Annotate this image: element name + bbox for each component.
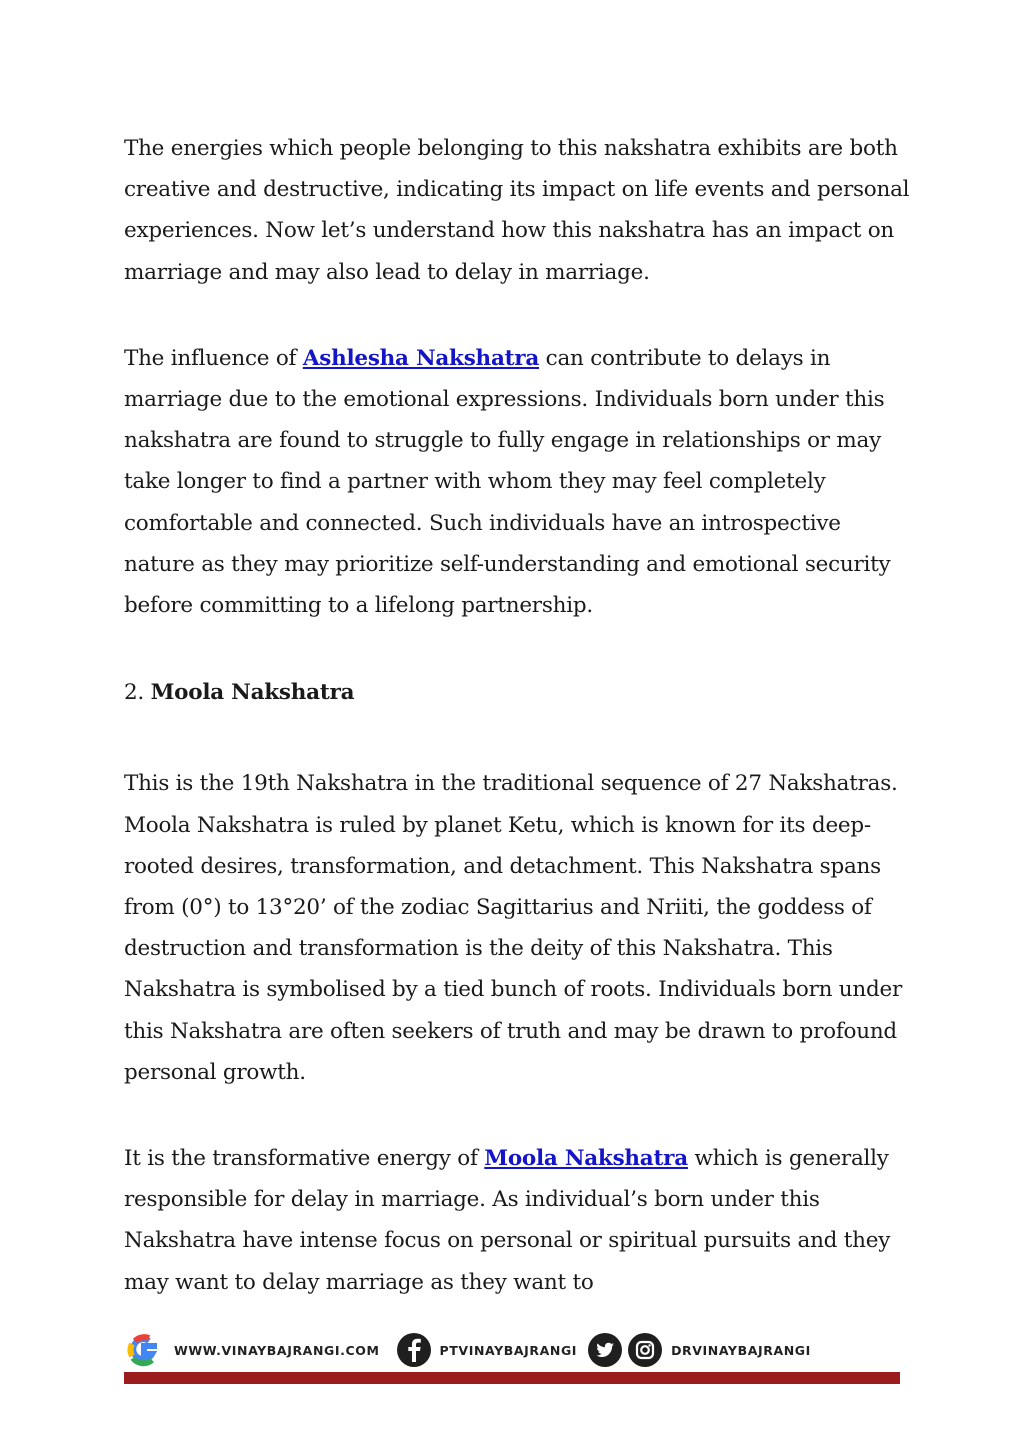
- facebook-handle[interactable]: PTVINAYBAJRANGI: [439, 1342, 578, 1358]
- paragraph-text: can contribute to delays in marriage due to the emotional expressions. Individuals born under this nakshatra are found to struggle to fully engage in relationships or may take longer to find a partner with whom they may feel completely comfortable and connected. Such individuals have an introspective nature as they may prioritize self-understanding and emotional security before committing to a lifelong partnership.: [124, 345, 891, 619]
- ashlesha-nakshatra-link[interactable]: Ashlesha Nakshatra: [302, 345, 540, 371]
- paragraph-moola-description: This is the 19th Nakshatra in the traditional sequence of 27 Nakshatras. Moola Nakshatra is ruled by planet Ketu, which is known for its deep-rooted desires, transformation, and detachment. This Nakshatra spans from (0°) to 13°20’ of the zodiac Sagittarius and Nriiti, the goddess of destruction and transformation is the deity of this Nakshatra. This Nakshatra is symbolised by a tied bunch of roots. Individuals born under this Nakshatra are often seekers of truth and may be drawn to profound personal growth.: [124, 771, 903, 1085]
- footer-banner: [124, 1328, 900, 1384]
- heading-title: Moola Nakshatra: [150, 680, 355, 706]
- website-link[interactable]: WWW.VINAYBAJRANGI.COM: [174, 1342, 380, 1358]
- google-icon: [124, 1330, 166, 1370]
- paragraph-text: The influence of: [124, 345, 303, 371]
- section-heading-moola: [124, 672, 914, 713]
- paragraph-moola-energy: [124, 1138, 914, 1303]
- paragraph-text: which is generally responsible for delay in marriage. As individual’s born under this Nakshatra have intense focus on personal or spiritual pursuits and they may want to delay marriage as they want to: [124, 1146, 891, 1295]
- footer-items: [124, 1328, 900, 1372]
- footer-divider-bar: [124, 1372, 900, 1384]
- instagram-icon: [627, 1332, 663, 1368]
- paragraph-text: It is the transformative energy of: [124, 1146, 485, 1172]
- social-handle[interactable]: DRVINAYBAJRANGI: [671, 1342, 811, 1358]
- twitter-icon: [587, 1332, 623, 1368]
- document-page: [124, 128, 914, 1303]
- paragraph-energies: The energies which people belonging to this nakshatra exhibits are both creative and destructive, indicating its impact on life events and personal experiences. Now let’s understand how this nakshatra has an impact on marriage and may also lead to delay in marriage.: [124, 136, 910, 285]
- heading-number: 2.: [124, 680, 151, 706]
- paragraph-ashlesha-influence: [124, 338, 914, 626]
- moola-nakshatra-link[interactable]: Moola Nakshatra: [484, 1146, 688, 1172]
- facebook-icon: [396, 1332, 432, 1368]
